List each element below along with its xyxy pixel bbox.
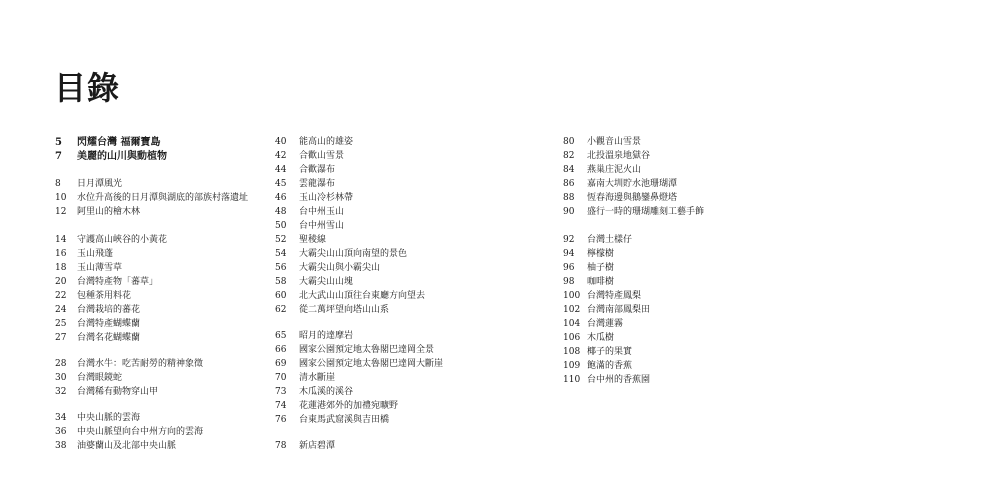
toc-entry-title: 雲龍瀑布 <box>299 179 336 189</box>
toc-entry-title: 守護高山峽谷的小黃花 <box>77 235 168 245</box>
toc-entry <box>55 137 160 148</box>
toc-entry <box>275 305 389 316</box>
toc-page-number: 65 <box>275 331 287 341</box>
toc-page-number: 38 <box>55 441 67 451</box>
toc-entry-title: 北大武山山頂往台東廳方向望去 <box>299 291 426 301</box>
toc-page-number: 96 <box>563 263 575 273</box>
toc-entry <box>275 151 344 162</box>
toc-entry-title: 大霸尖山山塊 <box>299 277 354 287</box>
toc-entry-title: 台灣土樣仔 <box>587 235 633 245</box>
toc-page-number: 104 <box>563 319 581 329</box>
toc-entry-title: 椰子的果實 <box>587 347 633 357</box>
toc-page-number: 40 <box>275 137 287 147</box>
toc-page-number: 56 <box>275 263 287 273</box>
toc-entry-title: 木瓜樹 <box>587 333 615 343</box>
toc-page-number: 50 <box>275 221 287 231</box>
toc-entry-title: 咖啡樹 <box>587 277 615 287</box>
toc-entry-title: 台灣栽培的蕃花 <box>77 305 141 315</box>
toc-page-number: 80 <box>563 137 575 147</box>
toc-page-number: 58 <box>275 277 287 287</box>
toc-page-number: 16 <box>55 249 67 259</box>
toc-page-number: 46 <box>275 193 287 203</box>
toc-page-number: 92 <box>563 235 575 245</box>
toc-entry <box>563 375 650 386</box>
toc-entry-title: 盛行一時的珊瑚雕刻工藝手飾 <box>587 207 705 217</box>
toc-entry <box>55 263 122 274</box>
toc-entry <box>55 151 167 162</box>
toc-entry <box>563 319 623 330</box>
toc-entry-title: 新店碧潭 <box>299 441 336 451</box>
toc-entry-title: 清水斷崖 <box>299 373 336 383</box>
toc-entry <box>55 277 158 288</box>
toc-entry <box>563 179 677 190</box>
toc-entry-title: 大霸尖山山頂向南望的景色 <box>299 249 408 259</box>
toc-page-number: 5 <box>55 137 62 148</box>
toc-entry-title: 台灣水牛：吃苦耐勞的精神象徵 <box>77 359 204 369</box>
toc-page-number: 30 <box>55 373 67 383</box>
toc-page-number: 14 <box>55 235 67 245</box>
toc-entry-title: 玉山薄雪草 <box>77 263 123 273</box>
toc-page-number: 88 <box>563 193 575 203</box>
toc-page-number: 42 <box>275 151 287 161</box>
toc-entry <box>275 277 353 288</box>
toc-page-number: 98 <box>563 277 575 287</box>
toc-entry <box>275 415 389 426</box>
toc-page-number: 54 <box>275 249 287 259</box>
toc-page-number: 36 <box>55 427 67 437</box>
toc-entry-title: 台灣特產物「蕃草」 <box>77 277 159 287</box>
toc-entry-title: 燕巢庄泥火山 <box>587 165 642 175</box>
toc-entry <box>563 249 614 260</box>
toc-entry-title: 聖稜線 <box>299 235 327 245</box>
toc-entry <box>55 193 248 204</box>
toc-page-number: 28 <box>55 359 67 369</box>
toc-entry <box>55 305 140 316</box>
toc-page-number: 12 <box>55 207 67 217</box>
toc-entry <box>55 413 140 424</box>
toc-entry-title: 小觀音山雪景 <box>587 137 642 147</box>
toc-entry <box>275 331 353 342</box>
toc-entry-title: 台灣南部鳳梨田 <box>587 305 651 315</box>
toc-entry <box>55 207 140 218</box>
toc-page-number: 66 <box>275 345 287 355</box>
toc-entry-title: 玉山冷杉林帶 <box>299 193 354 203</box>
toc-entry <box>55 249 113 260</box>
toc-entry-title: 昭月的達摩岩 <box>299 331 354 341</box>
toc-entry-title: 大霸尖山與小霸尖山 <box>299 263 381 273</box>
toc-page-number: 52 <box>275 235 287 245</box>
toc-entry <box>563 151 650 162</box>
toc-page-number: 24 <box>55 305 67 315</box>
toc-page-number: 82 <box>563 151 575 161</box>
toc-entry <box>563 165 641 176</box>
toc-page-number: 69 <box>275 359 287 369</box>
toc-entry <box>275 359 443 370</box>
toc-entry-title: 油婆蘭山及北部中央山脈 <box>77 441 177 451</box>
toc-entry <box>55 427 203 438</box>
toc-entry <box>275 235 326 246</box>
toc-entry-title: 飽滿的香蕉 <box>587 361 633 371</box>
toc-entry <box>55 373 122 384</box>
toc-entry-title: 台中州雪山 <box>299 221 345 231</box>
toc-entry <box>55 359 203 370</box>
toc-page-number: 60 <box>275 291 287 301</box>
toc-entry <box>563 207 704 218</box>
toc-entry-title: 合歡瀑布 <box>299 165 336 175</box>
toc-page-number: 20 <box>55 277 67 287</box>
toc-page-number: 86 <box>563 179 575 189</box>
toc-page-number: 73 <box>275 387 287 397</box>
toc-entry <box>563 235 632 246</box>
toc-entry-title: 台灣眼鏡蛇 <box>77 373 123 383</box>
toc-entry-title: 台東馬武窟溪與吉田橋 <box>299 415 390 425</box>
toc-entry-title: 玉山飛蓬 <box>77 249 114 259</box>
page-title: 目錄 <box>54 69 121 107</box>
toc-entry-title: 能高山的雄姿 <box>299 137 354 147</box>
toc-entry <box>275 441 335 452</box>
toc-page-number: 102 <box>563 305 581 315</box>
toc-page-number: 84 <box>563 165 575 175</box>
toc-page-number: 7 <box>55 151 62 162</box>
toc-entry <box>55 291 131 302</box>
toc-entry-title: 柚子樹 <box>587 263 615 273</box>
toc-entry <box>275 401 398 412</box>
toc-entry <box>275 221 344 232</box>
toc-page-number: 76 <box>275 415 287 425</box>
toc-entry-title: 花蓮港郊外的加禮宛曠野 <box>299 401 399 411</box>
toc-entry <box>275 193 353 204</box>
toc-page-number: 100 <box>563 291 581 301</box>
toc-entry-title: 恆春海邊與鵝鑾鼻燈塔 <box>587 193 678 203</box>
toc-entry <box>563 263 614 274</box>
toc-entry <box>275 207 344 218</box>
toc-entry-title: 阿里山的檜木林 <box>77 207 141 217</box>
toc-page-number: 8 <box>55 179 61 189</box>
toc-entry-title: 國家公園預定地太魯閣巴達岡全景 <box>299 345 435 355</box>
toc-entry <box>563 333 614 344</box>
toc-entry <box>55 333 140 344</box>
toc-entry-title: 台灣特產鳳梨 <box>587 291 642 301</box>
toc-entry <box>55 441 176 452</box>
toc-entry-title: 台灣名花蝴蝶蘭 <box>77 333 141 343</box>
toc-page-number: 108 <box>563 347 581 357</box>
toc-page-number: 62 <box>275 305 287 315</box>
toc-entry-title: 北投溫泉地獄谷 <box>587 151 651 161</box>
toc-page-number: 110 <box>563 375 581 385</box>
toc-page-number: 25 <box>55 319 67 329</box>
toc-entry-title: 中央山脈望向台中州方向的雲海 <box>77 427 204 437</box>
toc-entry <box>275 263 380 274</box>
toc-entry-title: 中央山脈的雲海 <box>77 413 141 423</box>
toc-entry <box>563 291 641 302</box>
toc-entry <box>563 277 614 288</box>
toc-page-number: 48 <box>275 207 287 217</box>
toc-entry <box>275 165 335 176</box>
toc-entry <box>275 179 335 190</box>
toc-entry-title: 檸檬樹 <box>587 249 615 259</box>
toc-page-number: 27 <box>55 333 67 343</box>
toc-entry-title: 閃耀台灣 福爾寶島 <box>77 137 161 148</box>
toc-entry-title: 從二萬坪望向塔山山系 <box>299 305 390 315</box>
toc-page-number: 106 <box>563 333 581 343</box>
toc-entry <box>275 249 407 260</box>
toc-entry <box>275 345 434 356</box>
toc-entry-title: 合歡山雪景 <box>299 151 345 161</box>
toc-page-number: 10 <box>55 193 67 203</box>
toc-entry <box>275 137 353 148</box>
toc-entry-title: 水位升高後的日月潭與湖底的部族村落遺址 <box>77 193 249 203</box>
toc-page-number: 74 <box>275 401 287 411</box>
toc-entry <box>563 137 641 148</box>
toc-entry <box>275 387 353 398</box>
toc-page-number: 70 <box>275 373 287 383</box>
toc-entry-title: 木瓜溪的溪谷 <box>299 387 354 397</box>
toc-page-number: 34 <box>55 413 67 423</box>
toc-entry-title: 日月潭風光 <box>77 179 123 189</box>
toc-entry-title: 國家公園預定地太魯閣巴達岡大斷崖 <box>299 359 444 369</box>
toc-entry-title: 嘉南大圳貯水池珊瑚潭 <box>587 179 678 189</box>
toc-entry-title: 台灣特產蝴蝶蘭 <box>77 319 141 329</box>
toc-page-number: 78 <box>275 441 287 451</box>
toc-page-number: 32 <box>55 387 67 397</box>
toc-entry <box>563 347 632 358</box>
toc-entry <box>55 319 140 330</box>
toc-entry <box>55 235 167 246</box>
toc-entry-title: 台中州的香蕉園 <box>587 375 651 385</box>
toc-entry <box>55 179 122 190</box>
toc-entry <box>275 373 335 384</box>
toc-entry-title: 台灣蓮霧 <box>587 319 624 329</box>
toc-entry <box>563 193 677 204</box>
toc-entry-title: 台灣稀有動物穿山甲 <box>77 387 159 397</box>
toc-entry <box>563 305 650 316</box>
toc-page-number: 90 <box>563 207 575 217</box>
toc-entry-title: 包種茶用料花 <box>77 291 132 301</box>
toc-page-number: 45 <box>275 179 287 189</box>
toc-page-number: 22 <box>55 291 67 301</box>
toc-entry <box>275 291 425 302</box>
toc-entry-title: 美麗的山川與動植物 <box>77 151 167 162</box>
toc-page-number: 18 <box>55 263 67 273</box>
toc-page-number: 109 <box>563 361 581 371</box>
toc-entry <box>55 387 158 398</box>
toc-page-number: 94 <box>563 249 575 259</box>
toc-entry <box>563 361 632 372</box>
toc-entry-title: 台中州玉山 <box>299 207 345 217</box>
toc-page-number: 44 <box>275 165 287 175</box>
